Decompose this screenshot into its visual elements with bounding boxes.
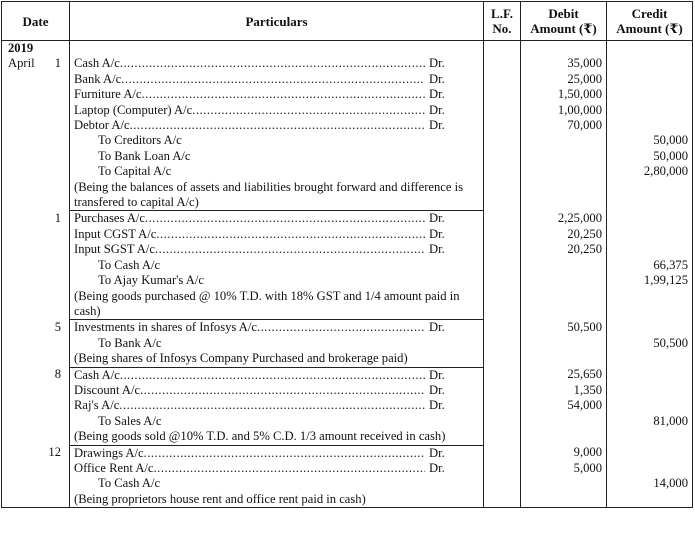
narration-row: [2, 351, 693, 367]
dr-label: Dr.: [429, 445, 445, 460]
debit-amount: 54,000: [567, 398, 602, 413]
journal-row: [2, 149, 693, 164]
narration: (Being goods sold @10% T.D. and 5% C.D. 1/3 amount received in cash): [74, 429, 446, 444]
leader-dots: [119, 398, 425, 413]
leader-dots: [155, 242, 425, 257]
credit-amount: 1,99,125: [643, 273, 688, 288]
debit-amount: 9,000: [573, 445, 602, 460]
journal-row: [2, 227, 693, 242]
journal-row: [2, 367, 693, 383]
entry-day: 8: [54, 367, 61, 382]
credit-account: To Cash A/c: [98, 476, 161, 491]
entry-day: 12: [48, 445, 61, 460]
entry-day: 5: [54, 319, 61, 334]
dr-label: Dr.: [429, 87, 445, 102]
journal-body: [2, 41, 693, 508]
narration-row: [2, 429, 693, 445]
dr-label: Dr.: [429, 211, 445, 226]
debit-amount: 1,00,000: [557, 102, 602, 117]
credit-amount: 2,80,000: [643, 164, 688, 179]
journal-row: [2, 56, 693, 71]
header-particulars: Particulars: [70, 2, 484, 41]
narration-row: [2, 289, 693, 320]
journal-row: [2, 258, 693, 273]
dr-label: Dr.: [429, 102, 445, 117]
debit-line: [74, 398, 479, 413]
narration: (Being the balances of assets and liabilities brought forward and difference is transfered to capital A/c): [74, 179, 463, 210]
journal-row: [2, 445, 693, 461]
leader-dots: [145, 211, 425, 226]
year-label: 2019: [8, 41, 34, 55]
journal-row: [2, 336, 693, 351]
header-credit-line1: Credit: [631, 6, 668, 21]
dr-label: Dr.: [429, 242, 445, 257]
leader-dots: [192, 103, 425, 118]
debit-account: Input SGST A/c: [74, 242, 155, 257]
entry-day: 1: [54, 56, 61, 71]
journal-row: [2, 320, 693, 336]
debit-line: [74, 72, 479, 87]
debit-line: [74, 103, 479, 118]
leader-dots: [130, 118, 425, 133]
dr-label: Dr.: [429, 460, 445, 475]
header-row: [2, 2, 693, 41]
narration-row: [2, 492, 693, 508]
narration-row: [2, 180, 693, 211]
debit-amount: 2,25,000: [557, 210, 602, 225]
header-credit-line2: Amount (₹): [616, 21, 683, 36]
header-debit-line2: Amount (₹): [530, 21, 597, 36]
journal-table: [1, 1, 693, 508]
entry-day: 1: [54, 210, 61, 225]
dr-label: Dr.: [429, 367, 445, 382]
month-label: April: [8, 56, 35, 71]
debit-line: [74, 461, 479, 476]
year-row: [2, 41, 693, 57]
debit-line: [74, 56, 479, 71]
debit-account: Laptop (Computer) A/c: [74, 102, 193, 117]
credit-account: To Bank Loan A/c: [98, 148, 191, 163]
dr-label: Dr.: [429, 226, 445, 241]
journal-row: [2, 133, 693, 148]
journal-row: [2, 103, 693, 118]
journal-row: [2, 398, 693, 413]
debit-account: Cash A/c: [74, 56, 120, 71]
debit-account: Raj's A/c: [74, 398, 120, 413]
journal-row: [2, 476, 693, 491]
leader-dots: [120, 368, 425, 383]
credit-account: To Ajay Kumar's A/c: [98, 273, 204, 288]
debit-line: [74, 87, 479, 102]
debit-account: Debtor A/c: [74, 118, 130, 133]
debit-amount: 20,250: [567, 226, 602, 241]
journal-row: [2, 211, 693, 227]
journal-row: [2, 273, 693, 288]
header-debit-line1: Debit: [548, 6, 579, 21]
debit-line: [74, 368, 479, 383]
leader-dots: [257, 320, 425, 335]
journal-row: [2, 461, 693, 476]
debit-amount: 1,50,000: [557, 87, 602, 102]
debit-line: [74, 320, 479, 335]
journal-row: [2, 118, 693, 133]
debit-account: Drawings A/c: [74, 445, 144, 460]
credit-account: To Cash A/c: [98, 257, 161, 272]
credit-account: To Sales A/c: [98, 413, 162, 428]
journal-row: [2, 87, 693, 102]
debit-amount: 5,000: [573, 460, 602, 475]
journal-row: [2, 383, 693, 398]
debit-amount: 1,350: [573, 382, 602, 397]
narration: (Being proprietors house rent and office rent paid in cash): [74, 491, 366, 506]
leader-dots: [140, 383, 425, 398]
journal-row: [2, 242, 693, 257]
debit-account: Purchases A/c: [74, 211, 145, 226]
journal-row: [2, 414, 693, 429]
journal-row: [2, 164, 693, 179]
leader-dots: [120, 56, 425, 71]
credit-amount: 50,000: [653, 133, 688, 148]
narration: (Being goods purchased @ 10% T.D. with 18% GST and 1/4 amount paid in cash): [74, 288, 460, 318]
dr-label: Dr.: [429, 398, 445, 413]
header-debit: [521, 2, 607, 41]
debit-amount: 35,000: [567, 56, 602, 71]
debit-account: Office Rent A/c: [74, 460, 154, 475]
dr-label: Dr.: [429, 56, 445, 71]
debit-line: [74, 446, 479, 461]
credit-amount: 14,000: [653, 476, 688, 491]
credit-amount: 50,000: [653, 148, 688, 163]
dr-label: Dr.: [429, 118, 445, 133]
debit-account: Cash A/c: [74, 367, 120, 382]
dr-label: Dr.: [429, 320, 445, 335]
leader-dots: [156, 227, 425, 242]
dr-label: Dr.: [429, 382, 445, 397]
debit-line: [74, 227, 479, 242]
debit-account: Input CGST A/c: [74, 226, 157, 241]
debit-amount: 25,650: [567, 367, 602, 382]
debit-amount: 25,000: [567, 71, 602, 86]
dr-label: Dr.: [429, 71, 445, 86]
debit-amount: 50,500: [567, 319, 602, 334]
leader-dots: [144, 446, 425, 461]
header-lf-line1: L.F.: [491, 6, 513, 21]
credit-amount: 50,500: [653, 335, 688, 350]
credit-account: To Bank A/c: [98, 335, 162, 350]
header-date: Date: [2, 2, 70, 41]
journal-row: [2, 72, 693, 87]
debit-line: [74, 118, 479, 133]
debit-line: [74, 211, 479, 226]
header-credit: [607, 2, 693, 41]
header-lf-line2: No.: [492, 21, 512, 36]
debit-line: [74, 383, 479, 398]
leader-dots: [154, 461, 425, 476]
narration: (Being shares of Infosys Company Purchased and brokerage paid): [74, 351, 408, 366]
credit-amount: 81,000: [653, 413, 688, 428]
debit-account: Furniture A/c: [74, 87, 142, 102]
debit-account: Discount A/c: [74, 382, 141, 397]
debit-amount: 20,250: [567, 242, 602, 257]
debit-account: Bank A/c: [74, 71, 122, 86]
debit-amount: 70,000: [567, 118, 602, 133]
leader-dots: [121, 72, 425, 87]
header-lf: [484, 2, 521, 41]
leader-dots: [142, 87, 425, 102]
debit-account: Investments in shares of Infosys A/c: [74, 320, 257, 335]
credit-amount: 66,375: [653, 257, 688, 272]
debit-line: [74, 242, 479, 257]
credit-account: To Creditors A/c: [98, 133, 182, 148]
credit-account: To Capital A/c: [98, 164, 172, 179]
